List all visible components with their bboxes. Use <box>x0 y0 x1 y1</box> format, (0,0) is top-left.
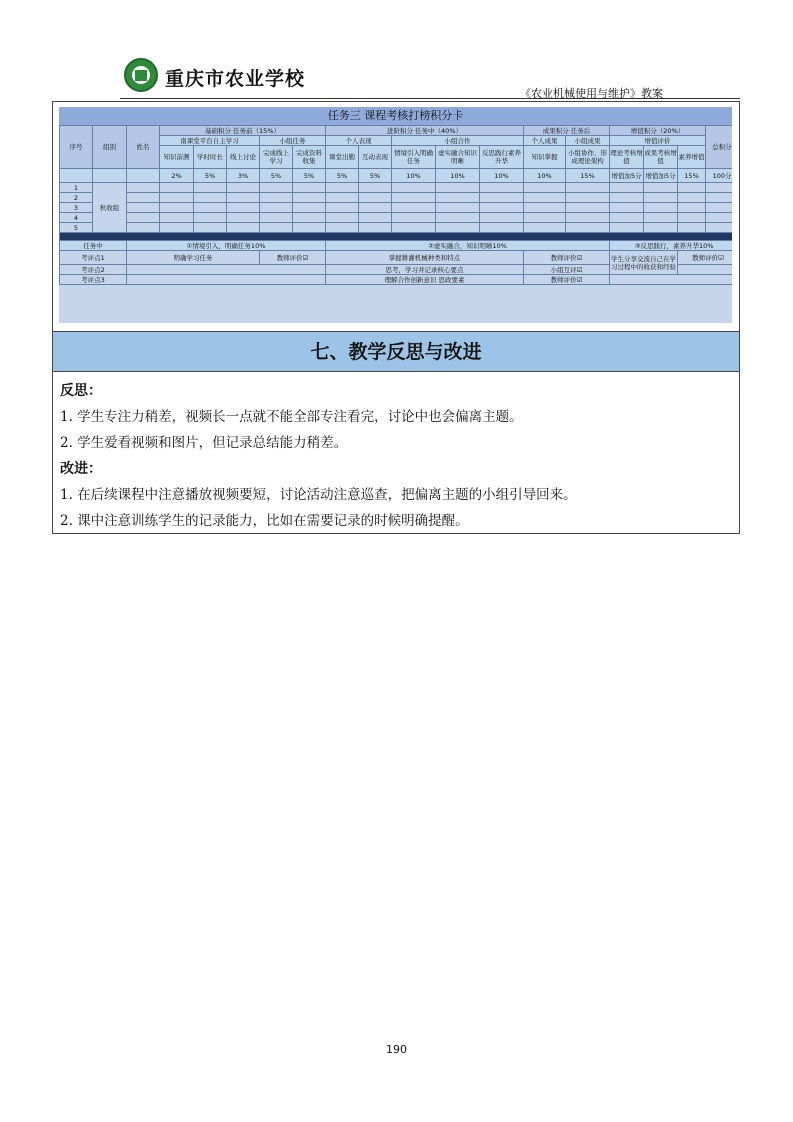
phase: ②虚实融合，知识明晰10% <box>326 241 610 251</box>
phase: ③反思践行，素养升华10% <box>610 241 732 251</box>
item-header: 学时时长 <box>194 146 227 169</box>
sub-header: 小组任务 <box>260 136 326 146</box>
eval-point: 考评点1 <box>60 251 127 265</box>
weight: 增值加5分 <box>610 169 644 183</box>
weight: 3% <box>227 169 260 183</box>
reflection-body <box>60 378 730 534</box>
improvement-item: 1. 在后续课程中注意播放视频要短，讨论活动注意巡查，把偏离主题的小组引导回来。 <box>60 487 577 503</box>
improvement-item: 2. 课中注意训练学生的记录能力，比如在需要记录的时候明确提醒。 <box>60 513 469 529</box>
col-total: 总积分 <box>706 126 732 169</box>
scorecard-table <box>59 125 732 285</box>
weight: 15% <box>566 169 610 183</box>
weight: 15% <box>678 169 706 183</box>
eval-item: 明确学习任务 <box>127 251 260 265</box>
header-divider <box>120 98 740 99</box>
table-row: 4 <box>60 213 733 223</box>
table-row: 5 <box>60 223 733 233</box>
weight: 增值加5分 <box>644 169 678 183</box>
eval-point: 考评点3 <box>60 275 127 285</box>
item-header: 知识掌握 <box>524 146 566 169</box>
eval-mode: 教师评价☑ <box>260 251 326 265</box>
col-name: 姓名 <box>127 126 160 169</box>
page-number: 190 <box>386 1043 407 1056</box>
eval-mode: 教师评价☑ <box>678 251 732 265</box>
table-row: 3 <box>60 203 733 213</box>
item-header: 虚实融合知识明晰 <box>436 146 480 169</box>
reflection-label: 反思： <box>60 383 102 399</box>
sub-header: 增值评价 <box>610 136 706 146</box>
item-header: 素养增值 <box>678 146 706 169</box>
eval-mode: 教师评价☑ <box>524 251 610 265</box>
eval-mode: 小组互评☑ <box>524 265 610 275</box>
item-header: 成果考核增值 <box>644 146 678 169</box>
col-seq: 序号 <box>60 126 93 169</box>
item-header: 线上讨论 <box>227 146 260 169</box>
weight: 5% <box>194 169 227 183</box>
table-row: 1 秋收组 <box>60 183 733 193</box>
scorecard-image <box>59 107 732 323</box>
sub-header: 个人表现 <box>326 136 392 146</box>
sub-header: 个人成果 <box>524 136 566 146</box>
sub-header: 小组成果 <box>566 136 610 146</box>
reflection-item: 1. 学生专注力稍差，视频长一点就不能全部专注看完，讨论中也会偏离主题。 <box>60 409 523 425</box>
improvement-label: 改进： <box>60 461 102 477</box>
item-header: 课堂出勤 <box>326 146 359 169</box>
sub-header: 南课堂平台自主学习 <box>160 136 260 146</box>
item-header: 互动表现 <box>359 146 392 169</box>
school-name: 重庆市农业学校 <box>165 68 306 90</box>
eval-point: 考评点2 <box>60 265 127 275</box>
sub-header: 小组合作 <box>392 136 524 146</box>
weight: 5% <box>359 169 392 183</box>
eval-item: 思考，学习并记录核心要点 <box>326 265 524 275</box>
course-title: 《农业机械使用与维护》教案 <box>520 87 663 100</box>
weight: 2% <box>160 169 194 183</box>
eval-item: 理解合作创新意识 思政要素 <box>326 275 524 285</box>
item-header: 知识前测 <box>160 146 194 169</box>
eval-item: 学生分享交流自己在学习过程中的收获和经验 <box>610 251 678 275</box>
group-header: 基础积分 任务前（15%） <box>160 126 326 136</box>
section-title: 七、教学反思与改进 <box>53 331 739 372</box>
group-header: 成果积分 任务后 <box>524 126 610 136</box>
weight: 5% <box>260 169 293 183</box>
group-name: 秋收组 <box>93 183 127 233</box>
group-header: 增值积分（20%） <box>610 126 706 136</box>
weight: 100分 <box>706 169 732 183</box>
phase: ①情境引入，明确任务10% <box>127 241 326 251</box>
item-header: 情境引入明确任务 <box>392 146 436 169</box>
eval-item: 掌握耕灌机械种类和特点 <box>326 251 524 265</box>
scorecard-title: 任务三 课程考核打榜积分卡 <box>59 107 732 125</box>
item-header: 反思践行素养升华 <box>480 146 524 169</box>
item-header: 理论考核增值 <box>610 146 644 169</box>
school-logo <box>124 58 158 92</box>
weight: 10% <box>524 169 566 183</box>
eval-mode: 教师评价☑ <box>524 275 610 285</box>
group-header: 进阶积分 任务中（40%） <box>326 126 524 136</box>
weight: 5% <box>326 169 359 183</box>
table-row: 2 <box>60 193 733 203</box>
item-header: 完成资料收集 <box>293 146 326 169</box>
weight: 5% <box>293 169 326 183</box>
item-header: 小组协作，形成理论架构 <box>566 146 610 169</box>
reflection-item: 2. 学生爱看视频和图片，但记录总结能力稍差。 <box>60 435 348 451</box>
item-header: 完成线上学习 <box>260 146 293 169</box>
weight: 10% <box>392 169 436 183</box>
col-group: 组别 <box>93 126 127 169</box>
weight: 10% <box>480 169 524 183</box>
weight: 10% <box>436 169 480 183</box>
task-label: 任务中 <box>60 241 127 251</box>
